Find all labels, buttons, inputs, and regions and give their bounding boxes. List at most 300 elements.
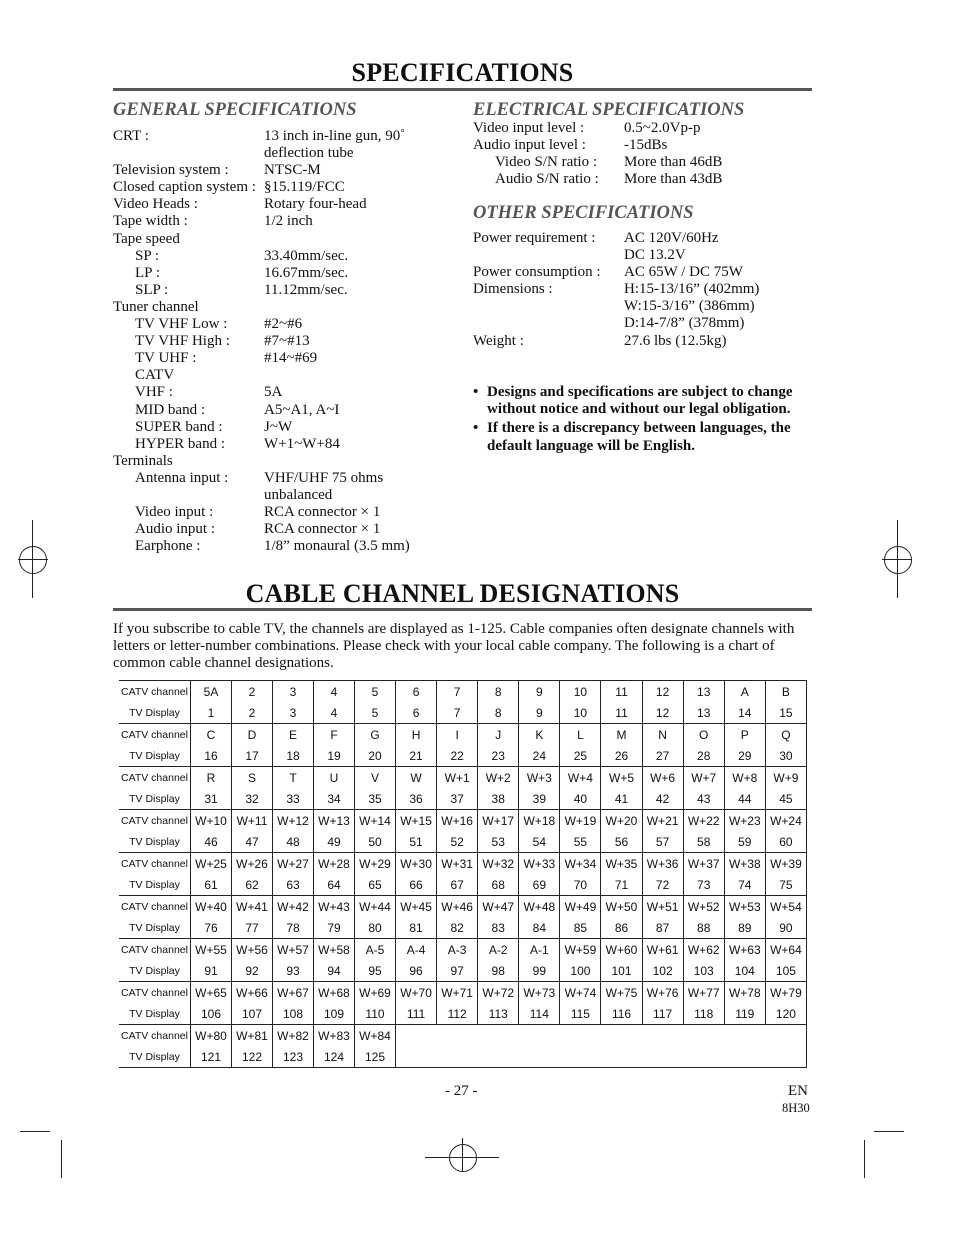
tv-display-cell: 22 [437, 745, 478, 767]
other-spec-label: Power requirement : [473, 230, 596, 246]
tv-display-cell: 42 [642, 788, 683, 810]
tv-display-cell: 17 [232, 745, 273, 767]
registration-target-right-icon [884, 546, 912, 574]
electrical-spec-label: Audio S/N ratio : [495, 171, 599, 188]
tv-display-cell: 121 [191, 1046, 232, 1068]
catv-channel-label: CATV channel [119, 1025, 191, 1047]
specifications-rule [113, 88, 812, 91]
catv-channel-cell: W+55 [191, 939, 232, 961]
catv-channel-cell: W+67 [273, 982, 314, 1004]
table-row [119, 896, 807, 918]
general-spec-row [113, 282, 433, 299]
tv-display-cell: 80 [355, 917, 396, 939]
tv-display-cell: 54 [519, 831, 560, 853]
general-spec-row [113, 299, 433, 316]
catv-channel-label: CATV channel [119, 982, 191, 1004]
catv-channel-cell: 9 [519, 681, 560, 703]
tv-display-cell: 36 [396, 788, 437, 810]
tv-display-cell: 112 [437, 1003, 478, 1025]
tv-display-cell: 51 [396, 831, 437, 853]
catv-channel-cell: 5 [355, 681, 396, 703]
other-spec-label [473, 315, 624, 332]
catv-channel-cell: W+10 [191, 810, 232, 832]
catv-channel-cell: W+82 [273, 1025, 314, 1047]
catv-channel-cell: W+63 [724, 939, 765, 961]
tv-display-cell: 55 [560, 831, 601, 853]
general-spec-value: 1/2 inch [264, 213, 313, 230]
catv-channel-cell: W+42 [273, 896, 314, 918]
table-row [119, 767, 807, 789]
electrical-spec-value: More than 46dB [624, 154, 723, 171]
electrical-spec-value: 0.5~2.0Vp-p [624, 120, 701, 136]
tv-display-cell: 107 [232, 1003, 273, 1025]
catv-channel-cell: 8 [478, 681, 519, 703]
tv-display-cell: 109 [314, 1003, 355, 1025]
catv-channel-cell: W+43 [314, 896, 355, 918]
general-spec-value: A5~A1, A~I [264, 401, 340, 418]
catv-channel-cell: W+79 [765, 982, 806, 1004]
electrical-spec-row [473, 171, 773, 188]
catv-channel-cell: W+44 [355, 896, 396, 918]
catv-channel-cell: 2 [232, 681, 273, 703]
catv-channel-cell: W+6 [642, 767, 683, 789]
catv-channel-cell: W+2 [478, 767, 519, 789]
tv-display-cell: 110 [355, 1003, 396, 1025]
general-spec-label: Audio input : [135, 521, 216, 538]
other-spec-label: Power consumption : [473, 264, 601, 281]
catv-channel-cell: W+50 [601, 896, 642, 918]
tv-display-cell: 46 [191, 831, 232, 853]
tv-display-cell: 62 [232, 874, 273, 896]
tv-display-cell: 52 [437, 831, 478, 853]
other-spec-row [473, 298, 793, 315]
catv-channel-cell: A-1 [519, 939, 560, 961]
tv-display-cell: 122 [232, 1046, 273, 1068]
table-row [119, 853, 807, 875]
general-spec-value [264, 299, 433, 316]
catv-channel-cell: A [724, 681, 765, 703]
general-spec-value: unbalanced [264, 486, 333, 503]
tv-display-cell: 34 [314, 788, 355, 810]
other-spec-value: D:14-7/8” (378mm) [624, 315, 745, 332]
catv-channel-cell: A-4 [396, 939, 437, 961]
tv-display-cell: 99 [519, 960, 560, 982]
tv-display-cell: 48 [273, 831, 314, 853]
tv-display-cell: 60 [765, 831, 806, 853]
general-spec-row [113, 470, 433, 487]
table-row [119, 681, 807, 703]
catv-channel-cell: W+71 [437, 982, 478, 1004]
note-item [473, 420, 818, 454]
catv-channel-cell: W+37 [683, 853, 724, 875]
tv-display-cell: 29 [724, 745, 765, 767]
tv-display-cell: 100 [560, 960, 601, 982]
tv-display-cell: 59 [724, 831, 765, 853]
general-spec-row [113, 487, 433, 504]
tv-display-cell: 85 [560, 917, 601, 939]
catv-channel-cell: W+8 [724, 767, 765, 789]
model-code: 8H30 [782, 1101, 810, 1115]
general-spec-label [113, 145, 264, 162]
tv-display-cell: 26 [601, 745, 642, 767]
tv-display-label: TV Display [119, 831, 191, 853]
catv-channel-cell: W+48 [519, 896, 560, 918]
general-spec-value [264, 367, 433, 384]
general-spec-row [113, 436, 433, 453]
general-spec-value: Rotary four-head [264, 196, 367, 213]
table-row [119, 745, 807, 767]
general-spec-row [113, 162, 433, 179]
catv-channel-cell: A-5 [355, 939, 396, 961]
other-spec-value: DC 13.2V [624, 247, 686, 264]
catv-channel-label: CATV channel [119, 853, 191, 875]
catv-channel-cell: W+17 [478, 810, 519, 832]
catv-channel-cell: F [314, 724, 355, 746]
catv-channel-cell: W+58 [314, 939, 355, 961]
catv-channel-cell: W+19 [560, 810, 601, 832]
catv-channel-cell: W+61 [642, 939, 683, 961]
tv-display-cell: 27 [642, 745, 683, 767]
general-spec-value: W+1~W+84 [264, 435, 340, 452]
catv-channel-cell: L [560, 724, 601, 746]
crop-mark-bottom-right-h [874, 1131, 904, 1132]
general-spec-row [113, 538, 433, 555]
other-spec-value: W:15-3/16” (386mm) [624, 298, 755, 315]
general-spec-label: Tuner channel [113, 298, 199, 315]
cable-channel-title: CABLE CHANNEL DESIGNATIONS [245, 579, 680, 608]
tv-display-cell: 19 [314, 745, 355, 767]
note-item [473, 384, 818, 418]
general-spec-value: NTSC-M [264, 162, 321, 179]
general-spec-value: VHF/UHF 75 ohms [264, 469, 384, 486]
tv-display-cell: 68 [478, 874, 519, 896]
bullet-icon: • [473, 420, 479, 437]
tv-display-cell: 58 [683, 831, 724, 853]
general-spec-label: CATV [135, 367, 175, 384]
general-spec-row [113, 316, 433, 333]
catv-channel-cell: W+84 [355, 1025, 396, 1047]
table-row [119, 874, 807, 896]
catv-channel-cell: W+81 [232, 1025, 273, 1047]
tv-display-cell: 125 [355, 1046, 396, 1068]
tv-display-cell: 70 [560, 874, 601, 896]
tv-display-cell: 56 [601, 831, 642, 853]
other-spec-value: AC 65W / DC 75W [624, 264, 743, 281]
tv-display-cell: 21 [396, 745, 437, 767]
catv-channel-cell: W+35 [601, 853, 642, 875]
tv-display-cell: 71 [601, 874, 642, 896]
catv-channel-cell: W+62 [683, 939, 724, 961]
tv-display-cell: 114 [519, 1003, 560, 1025]
tv-display-cell: 116 [601, 1003, 642, 1025]
tv-display-cell: 37 [437, 788, 478, 810]
general-spec-value: 16.67mm/sec. [264, 264, 349, 281]
general-spec-row [113, 265, 433, 282]
tv-display-cell: 11 [601, 702, 642, 724]
general-spec-row [113, 384, 433, 401]
tv-display-cell: 53 [478, 831, 519, 853]
catv-channel-cell: W+15 [396, 810, 437, 832]
catv-channel-cell: W+1 [437, 767, 478, 789]
catv-channel-cell: 10 [560, 681, 601, 703]
general-spec-label: Television system : [113, 162, 229, 179]
catv-channel-cell: W+46 [437, 896, 478, 918]
tv-display-cell: 3 [273, 702, 314, 724]
catv-channel-cell: W+77 [683, 982, 724, 1004]
tv-display-cell: 18 [273, 745, 314, 767]
catv-channel-cell: Q [765, 724, 806, 746]
tv-display-cell: 101 [601, 960, 642, 982]
electrical-spec-value: More than 43dB [624, 171, 723, 188]
catv-channel-cell: W+39 [765, 853, 806, 875]
general-specifications-list [113, 128, 433, 555]
catv-channel-cell: R [191, 767, 232, 789]
tv-display-cell: 124 [314, 1046, 355, 1068]
tv-display-cell: 119 [724, 1003, 765, 1025]
tv-display-cell: 66 [396, 874, 437, 896]
tv-display-cell: 104 [724, 960, 765, 982]
tv-display-cell: 92 [232, 960, 273, 982]
catv-channel-cell: 4 [314, 681, 355, 703]
cable-intro-paragraph: If you subscribe to cable TV, the channels are displayed as 1-125. Cable companies often designate channels with letters or letter-number combinations. Please check with your local cable company. The following is a chart of common cable channel designations. [113, 621, 795, 672]
tv-display-cell: 15 [765, 702, 806, 724]
general-spec-value: RCA connector × 1 [264, 504, 381, 521]
tv-display-cell: 86 [601, 917, 642, 939]
general-spec-row [113, 128, 433, 145]
general-spec-value: 33.40mm/sec. [264, 247, 349, 264]
catv-channel-cell: W+13 [314, 810, 355, 832]
catv-channel-cell: W+45 [396, 896, 437, 918]
general-spec-label: VHF : [135, 384, 173, 401]
catv-channel-cell: W+80 [191, 1025, 232, 1047]
general-spec-label: TV VHF Low : [135, 316, 228, 333]
tv-display-cell: 7 [437, 702, 478, 724]
catv-channel-cell: W+25 [191, 853, 232, 875]
catv-channel-cell: 3 [273, 681, 314, 703]
tv-display-cell: 1 [191, 702, 232, 724]
tv-display-label: TV Display [119, 745, 191, 767]
tv-display-cell: 87 [642, 917, 683, 939]
tv-display-cell: 50 [355, 831, 396, 853]
catv-channel-cell: 11 [601, 681, 642, 703]
other-spec-row [473, 315, 793, 332]
tv-display-cell: 103 [683, 960, 724, 982]
other-spec-label [473, 247, 624, 264]
catv-channel-cell: W+52 [683, 896, 724, 918]
catv-channel-cell: 5A [191, 681, 232, 703]
general-spec-label: Video Heads : [113, 196, 198, 213]
catv-channel-cell: W+9 [765, 767, 806, 789]
catv-channel-cell: W+64 [765, 939, 806, 961]
tv-display-label: TV Display [119, 1003, 191, 1025]
other-spec-label [473, 298, 624, 315]
catv-channel-cell: W+51 [642, 896, 683, 918]
cable-channel-table [119, 680, 807, 1068]
general-spec-value: #14~#69 [264, 350, 318, 367]
tv-display-cell: 108 [273, 1003, 314, 1025]
catv-channel-cell: W+21 [642, 810, 683, 832]
other-spec-value: 27.6 lbs (12.5kg) [624, 332, 727, 349]
tv-display-cell: 38 [478, 788, 519, 810]
registration-target-left-icon [19, 546, 47, 574]
catv-channel-cell: W+32 [478, 853, 519, 875]
tv-display-label: TV Display [119, 788, 191, 810]
other-spec-value: AC 120V/60Hz [624, 230, 719, 246]
catv-channel-cell: W+36 [642, 853, 683, 875]
catv-channel-cell: 7 [437, 681, 478, 703]
tv-display-cell: 81 [396, 917, 437, 939]
catv-channel-cell: W+72 [478, 982, 519, 1004]
catv-channel-cell: W+12 [273, 810, 314, 832]
tv-display-cell: 96 [396, 960, 437, 982]
general-spec-value: §15.119/FCC [264, 179, 345, 196]
general-spec-label: CRT : [113, 128, 149, 144]
catv-channel-cell: E [273, 724, 314, 746]
catv-channel-cell: W+38 [724, 853, 765, 875]
general-specifications-heading: GENERAL SPECIFICATIONS [113, 100, 357, 120]
tv-display-cell: 2 [232, 702, 273, 724]
other-spec-row [473, 281, 793, 298]
catv-channel-cell: W [396, 767, 437, 789]
tv-display-cell: 23 [478, 745, 519, 767]
tv-display-cell: 106 [191, 1003, 232, 1025]
catv-channel-label: CATV channel [119, 939, 191, 961]
catv-channel-cell: K [519, 724, 560, 746]
catv-channel-cell: J [478, 724, 519, 746]
other-spec-value: H:15-13/16” (402mm) [624, 281, 760, 298]
tv-display-cell: 14 [724, 702, 765, 724]
tv-display-cell: 20 [355, 745, 396, 767]
catv-channel-cell: S [232, 767, 273, 789]
table-row [119, 810, 807, 832]
tv-display-cell: 30 [765, 745, 806, 767]
catv-channel-cell: W+20 [601, 810, 642, 832]
tv-display-cell: 88 [683, 917, 724, 939]
tv-display-cell: 63 [273, 874, 314, 896]
general-spec-row [113, 419, 433, 436]
tv-display-cell: 77 [232, 917, 273, 939]
catv-channel-cell: W+23 [724, 810, 765, 832]
catv-channel-cell: A-2 [478, 939, 519, 961]
tv-display-cell: 43 [683, 788, 724, 810]
cable-channel-rule [113, 608, 812, 611]
tv-display-cell: 28 [683, 745, 724, 767]
general-spec-label: Earphone : [135, 538, 201, 555]
catv-channel-cell: V [355, 767, 396, 789]
general-spec-label: Terminals [113, 452, 173, 469]
table-row [119, 702, 807, 724]
tv-display-cell: 73 [683, 874, 724, 896]
general-spec-label: LP : [135, 264, 160, 281]
catv-channel-label: CATV channel [119, 724, 191, 746]
other-spec-label: Dimensions : [473, 281, 553, 298]
catv-channel-cell: W+75 [601, 982, 642, 1004]
catv-channel-cell: W+34 [560, 853, 601, 875]
catv-channel-cell: W+70 [396, 982, 437, 1004]
catv-channel-label: CATV channel [119, 767, 191, 789]
table-row [119, 1003, 807, 1025]
catv-channel-cell: W+7 [683, 767, 724, 789]
general-spec-label [113, 487, 264, 504]
tv-display-cell: 102 [642, 960, 683, 982]
other-spec-row [473, 230, 793, 247]
table-row [119, 831, 807, 853]
other-spec-label: Weight : [473, 332, 524, 349]
catv-channel-cell: D [232, 724, 273, 746]
catv-channel-label: CATV channel [119, 810, 191, 832]
tv-display-cell: 13 [683, 702, 724, 724]
tv-display-cell: 98 [478, 960, 519, 982]
catv-channel-cell: 12 [642, 681, 683, 703]
catv-channel-cell: I [437, 724, 478, 746]
page-number: - 27 - [445, 1083, 478, 1099]
table-empty-area [396, 1025, 807, 1068]
catv-channel-cell: W+69 [355, 982, 396, 1004]
tv-display-cell: 93 [273, 960, 314, 982]
catv-channel-cell: W+59 [560, 939, 601, 961]
tv-display-cell: 35 [355, 788, 396, 810]
general-spec-label: Tape width : [113, 213, 188, 230]
tv-display-cell: 78 [273, 917, 314, 939]
other-specifications-list [473, 230, 793, 350]
catv-channel-cell: W+66 [232, 982, 273, 1004]
tv-display-cell: 79 [314, 917, 355, 939]
electrical-spec-label: Video S/N ratio : [495, 154, 598, 171]
table-row [119, 724, 807, 746]
electrical-spec-row [473, 120, 773, 137]
tv-display-cell: 115 [560, 1003, 601, 1025]
bullet-icon: • [473, 384, 479, 400]
catv-channel-cell: U [314, 767, 355, 789]
catv-channel-cell: W+14 [355, 810, 396, 832]
catv-channel-cell: W+33 [519, 853, 560, 875]
other-spec-row [473, 247, 793, 264]
general-spec-value: #2~#6 [264, 316, 303, 333]
tv-display-cell: 105 [765, 960, 806, 982]
tv-display-label: TV Display [119, 702, 191, 724]
specifications-title: SPECIFICATIONS [351, 58, 574, 87]
tv-display-cell: 12 [642, 702, 683, 724]
tv-display-cell: 111 [396, 1003, 437, 1025]
note-text: Designs and specifications are subject to change without notice and without our legal obligation. [487, 384, 793, 418]
general-spec-row [113, 402, 433, 419]
general-spec-label: TV VHF High : [135, 333, 230, 350]
catv-channel-cell: W+74 [560, 982, 601, 1004]
table-row [119, 960, 807, 982]
tv-display-cell: 74 [724, 874, 765, 896]
general-spec-row [113, 350, 433, 367]
general-spec-row [113, 367, 433, 384]
crop-mark-bottom-right-v [864, 1140, 865, 1178]
catv-channel-cell: W+11 [232, 810, 273, 832]
tv-display-cell: 67 [437, 874, 478, 896]
catv-channel-cell: W+28 [314, 853, 355, 875]
tv-display-cell: 24 [519, 745, 560, 767]
tv-display-cell: 117 [642, 1003, 683, 1025]
catv-channel-cell: W+54 [765, 896, 806, 918]
catv-channel-label: CATV channel [119, 896, 191, 918]
catv-channel-cell: P [724, 724, 765, 746]
catv-channel-cell: W+26 [232, 853, 273, 875]
tv-display-cell: 25 [560, 745, 601, 767]
tv-display-cell: 44 [724, 788, 765, 810]
catv-channel-cell: W+49 [560, 896, 601, 918]
catv-channel-cell: O [683, 724, 724, 746]
catv-channel-cell: T [273, 767, 314, 789]
general-spec-value: J~W [264, 418, 293, 435]
tv-display-cell: 76 [191, 917, 232, 939]
registration-target-bottom-icon [449, 1144, 477, 1172]
